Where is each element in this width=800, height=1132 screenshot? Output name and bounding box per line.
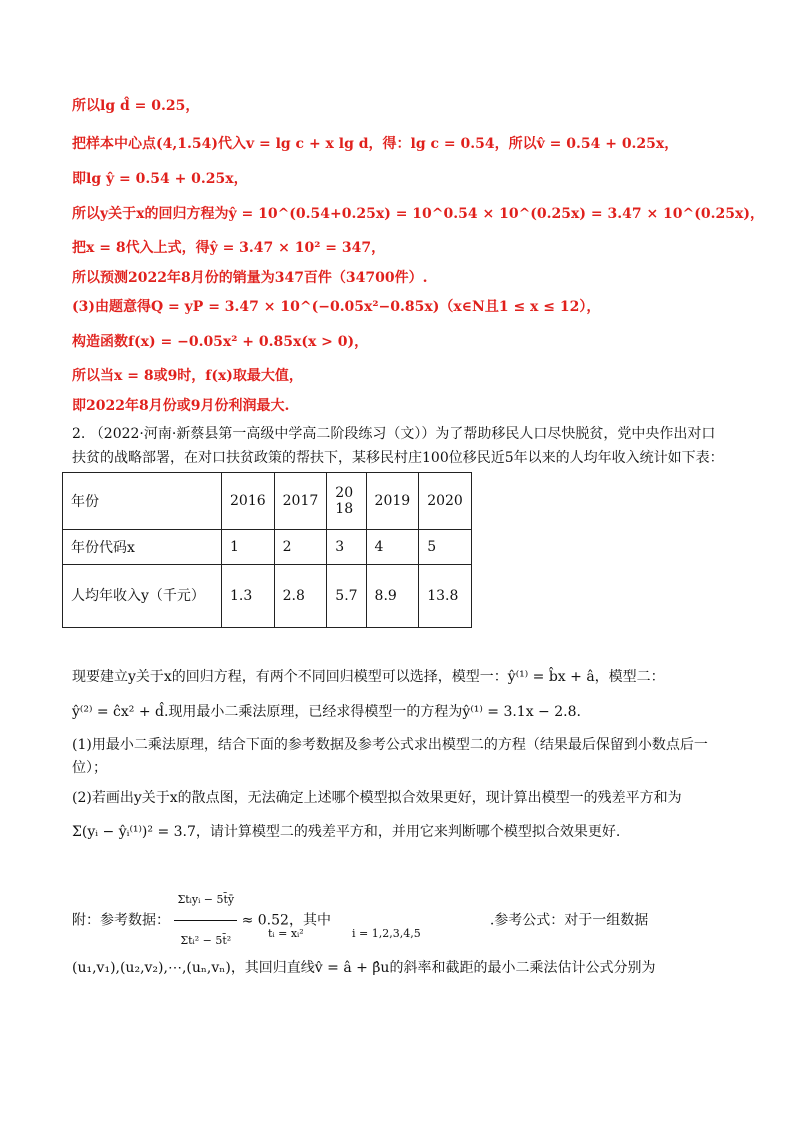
table-cell: 8.9 bbox=[366, 565, 419, 628]
table-row bbox=[63, 473, 472, 530]
income-table bbox=[62, 472, 472, 628]
solution-line-2: 把样本中心点(4,1.54)代入v = lg c + x lg d，得：lg c = 0.54，所以v̂ = 0.54 + 0.25x， bbox=[72, 136, 679, 152]
model-description-line-1: 现要建立y关于x的回归方程，有两个不同回归模型可以选择，模型一：ŷ⁽¹⁾ = b̂x + â，模型二： bbox=[72, 669, 665, 685]
table-row bbox=[63, 565, 472, 628]
reference-index-range: i = 1,2,3,4,5 bbox=[352, 927, 421, 940]
table-header-code: 年份代码x bbox=[63, 530, 222, 565]
table-cell: 13.8 bbox=[419, 565, 472, 628]
solution-line-3: 即lg ŷ = 0.54 + 0.25x， bbox=[72, 171, 248, 187]
problem-intro-line-1: 2. （2022·河南·新蔡县第一高级中学高二阶段练习（文））为了帮助移民人口尽快脱贫，党中央作出对口 bbox=[72, 426, 716, 442]
solution-line-4: 所以y关于x的回归方程为ŷ = 10^(0.54+0.25x) = 10^0.54 × 10^(0.25x) = 3.47 × 10^(0.25x)， bbox=[72, 206, 764, 222]
table-cell: 2019 bbox=[366, 473, 419, 530]
table-header-year: 年份 bbox=[63, 473, 222, 530]
reference-t-definition: tᵢ = xᵢ² bbox=[268, 927, 304, 940]
table-cell: 2.8 bbox=[274, 565, 327, 628]
problem-intro-line-2: 扶贫的战略部署，在对口扶贫政策的帮扶下，某移民村庄100位移民近5年以来的人均年收入统计如下表： bbox=[72, 450, 724, 466]
table-cell: 1.3 bbox=[222, 565, 275, 628]
question-2-line-2: Σ(yᵢ − ŷᵢ⁽¹⁾)² = 3.7，请计算模型二的残差平方和，并用它来判断哪个模型拟合效果更好. bbox=[72, 824, 621, 840]
fraction-numerator: Σtᵢyᵢ − 5t̄ȳ bbox=[174, 880, 237, 921]
solution-line-6: 所以预测2022年8月份的销量为347百件（34700件）. bbox=[72, 270, 428, 286]
question-1-line-2: 位）； bbox=[72, 760, 107, 776]
reference-fraction bbox=[174, 880, 237, 961]
solution-line-8: 构造函数f(x) = −0.05x² + 0.85x(x > 0)， bbox=[72, 334, 369, 350]
solution-line-1: 所以lg d̂ = 0.25， bbox=[72, 98, 200, 114]
question-2-line-1: (2)若画出y关于x的散点图，无法确定上述哪个模型拟合效果更好，现计算出模型一的残差平方和为 bbox=[72, 790, 682, 806]
table-cell: 2017 bbox=[274, 473, 327, 530]
reference-prefix: 附：参考数据： bbox=[72, 912, 170, 929]
table-cell: 2016 bbox=[222, 473, 275, 530]
formula-intro-line: (u₁,v₁),(u₂,v₂),⋯,(uₙ,vₙ)，其回归直线v̂ = â + β̂u的斜率和截距的最小二乘法估计公式分别为 bbox=[72, 960, 656, 976]
reference-data-line bbox=[72, 880, 648, 961]
table-cell: 3 bbox=[327, 530, 366, 565]
table-cell: 1 bbox=[222, 530, 275, 565]
table-cell: 2 bbox=[274, 530, 327, 565]
reference-approx: ≈ 0.52，其中 bbox=[241, 912, 331, 929]
table-cell: 5 bbox=[419, 530, 472, 565]
question-1-line-1: (1)用最小二乘法原理，结合下面的参考数据及参考公式求出模型二的方程（结果最后保留到小数点后一 bbox=[72, 737, 708, 753]
solution-line-7: (3)由题意得Q = yP = 3.47 × 10^(−0.05x²−0.85x)（x∈N且1 ≤ x ≤ 12）， bbox=[72, 299, 601, 315]
solution-line-9: 所以当x = 8或9时，f(x)取最大值， bbox=[72, 368, 303, 384]
reference-suffix: .参考公式：对于一组数据 bbox=[489, 912, 649, 929]
solution-line-10: 即2022年8月份或9月份利润最大. bbox=[72, 398, 290, 414]
solution-line-5: 把x = 8代入上式，得ŷ = 3.47 × 10² = 347， bbox=[72, 240, 386, 256]
table-cell: 2020 bbox=[419, 473, 472, 530]
fraction-denominator: Σtᵢ² − 5t̄² bbox=[180, 934, 232, 947]
table-row bbox=[63, 530, 472, 565]
model-description-line-2: ŷ⁽²⁾ = ĉx² + d̂.现用最小二乘法原理，已经求得模型一的方程为ŷ⁽¹⁾ = 3.1x − 2.8. bbox=[72, 704, 581, 720]
table-header-income: 人均年收入y（千元） bbox=[63, 565, 222, 628]
table-cell: 5.7 bbox=[327, 565, 366, 628]
table-cell: 4 bbox=[366, 530, 419, 565]
table-cell: 2018 bbox=[327, 473, 366, 530]
